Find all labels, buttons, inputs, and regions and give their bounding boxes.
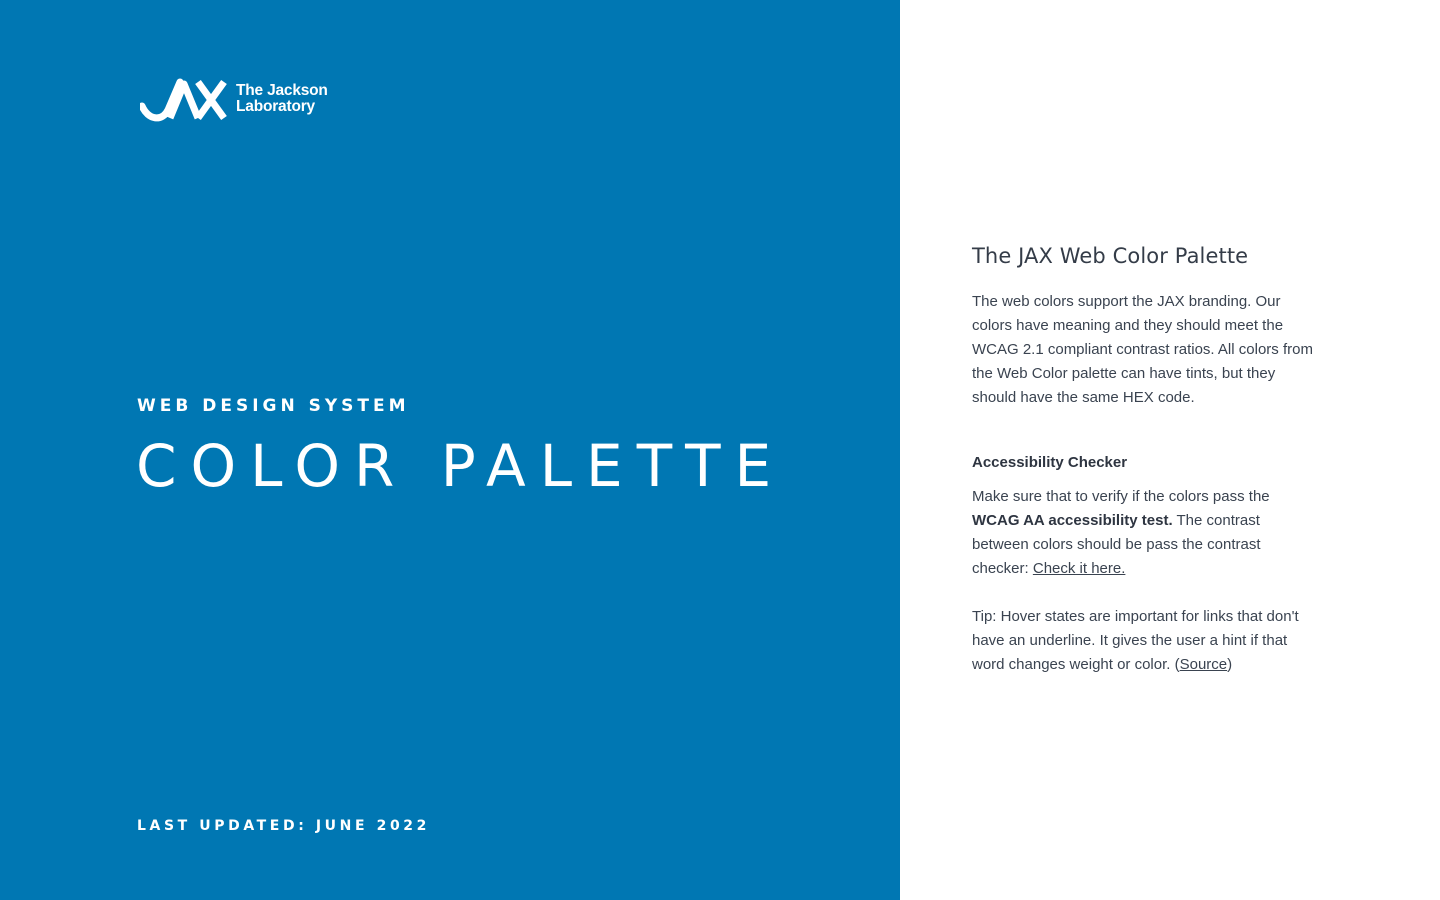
checker-text-after: The contrast between colors should be pass the contrast checker: (972, 512, 1261, 577)
tip-paragraph (972, 605, 1317, 677)
content-body (972, 244, 1317, 677)
content-panel (900, 0, 1440, 900)
check-it-here-link[interactable]: Check it here. (1032, 560, 1126, 577)
page-title: COLOR PALETTE (136, 432, 786, 500)
checker-text-bold: WCAG AA accessibility test. (972, 512, 1173, 529)
checker-paragraph (972, 485, 1317, 581)
checker-heading: Accessibility Checker (972, 454, 1128, 471)
brand-name (236, 83, 328, 115)
jax-logo-icon (140, 76, 228, 122)
hero-eyebrow: WEB DESIGN SYSTEM (137, 396, 410, 416)
source-link[interactable]: Source (1179, 656, 1228, 673)
brand-name-line2: Laboratory (236, 98, 315, 115)
tip-text: Tip: Hover states are important for links that don't have an underline. It gives the user a hint if that word changes weight or color. ( (972, 608, 1299, 673)
last-updated: LAST UPDATED: JUNE 2022 (137, 818, 430, 834)
tip-close: ) (1227, 656, 1233, 673)
brand-logo[interactable] (140, 76, 328, 122)
content-heading: The JAX Web Color Palette (972, 244, 1249, 268)
checker-text-before: Make sure that to verify if the colors pass the (972, 488, 1270, 505)
brand-name-line1: The Jackson (236, 82, 328, 99)
intro-paragraph: The web colors support the JAX branding. Our colors have meaning and they should meet the WCAG 2.1 compliant contrast ratios. All colors from the Web Color palette can have tints, but they should have the same HEX code. (972, 293, 1313, 406)
